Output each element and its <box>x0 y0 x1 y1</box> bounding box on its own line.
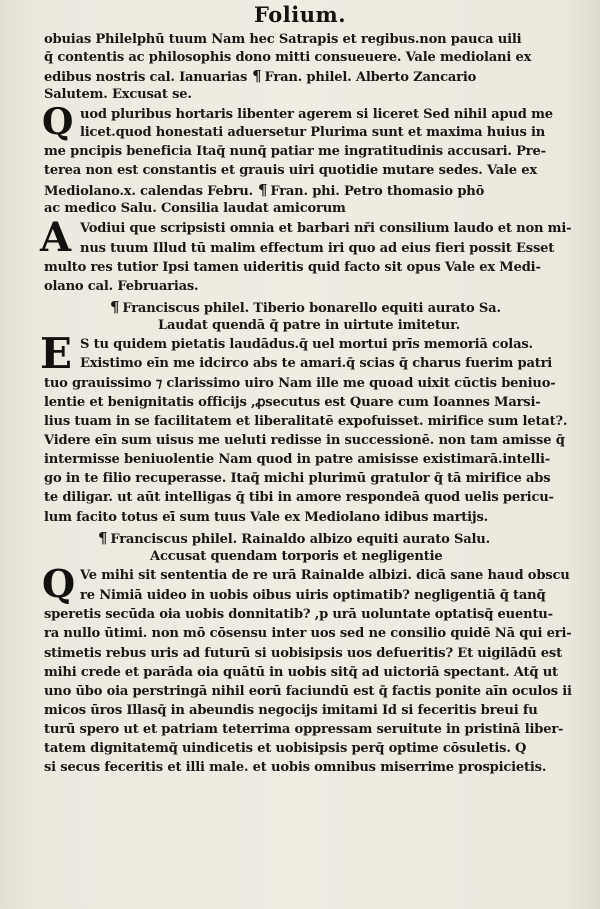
text-line <box>44 683 571 701</box>
text-line <box>44 470 572 488</box>
line-text: ac medico Salu. Consilia laudat amicorum <box>44 201 346 216</box>
line-text: re Nimiā uideo in uobis oibus uiris optimatib? negligentiā q̄ tanq̄ <box>80 588 546 603</box>
line-text: Salutem. Excusat se. <box>44 87 192 102</box>
pilcrow-icon: ¶ <box>252 181 268 199</box>
text-line <box>44 394 572 412</box>
line-text: tatem dignitatemq̄ uindicetis et uobisipsis perq̄ optime cōsuletis. Q <box>44 741 527 756</box>
line-text: licet.quod honestati aduersetur Plurima sunt et maxima huius in <box>80 125 546 140</box>
line-text: Videre eīn sum uisus me ueluti redisse in successionē. non tam amisse q̄ <box>44 433 565 448</box>
line-text: q̄ contentis ac philosophis dono mitti consueuere. Vale mediolani ex <box>44 50 532 65</box>
line-text: lentie et benignitatis officijs ,ꝓsecutus est Quare cum Ioannes Marsi- <box>44 395 541 410</box>
line-text: lius tuam in se facilitatem et liberalitatē expofuisset. mirifice sum letat?. <box>44 414 568 429</box>
drop-cap: Q <box>42 101 74 143</box>
text-line <box>110 298 530 318</box>
line-text: edibus nostris cal. Ianuarias <box>44 70 248 85</box>
text-line <box>44 49 572 67</box>
line-text: Ve mihi sit sententia de re urā Rainalde albizi. dicā sane haud obscu <box>80 568 570 583</box>
text-line <box>44 702 572 720</box>
line-text: Mediolano.x. calendas Febru. <box>44 184 253 199</box>
text-line <box>44 413 572 431</box>
line-text: uod pluribus hortaris libenter agerem si liceret Sed nihil apud me <box>80 107 553 122</box>
line-text: Accusat quendam torporis et negligentie <box>150 549 443 564</box>
line-text: mihi crede et parāda oia quātū in uobis sitq̄ ad uictoriā spectant. Atq̄ ut <box>44 665 558 680</box>
text-line <box>44 67 572 87</box>
line-tail: Fran. philel. Alberto Zancario <box>264 70 477 85</box>
text-line <box>44 625 572 643</box>
text-line <box>44 200 474 218</box>
drop-cap: Q <box>42 561 76 606</box>
text-line <box>80 567 572 585</box>
line-text: Vodiui que scripsisti omnia et barbari nr̄i consilium laudo et non mi- <box>80 221 572 236</box>
text-line <box>44 181 572 201</box>
text-line <box>44 162 572 180</box>
text-line <box>44 489 572 507</box>
line-text: stimetis rebus uris ad futurū si uobisipsis uos defueritis? Et uigilādū est <box>44 646 562 661</box>
line-tail: Franciscus philel. Rainaldo albizo equiti aurato Salu. <box>110 532 490 547</box>
text-line <box>158 317 478 335</box>
text-line <box>44 143 572 161</box>
line-text: olano cal. Februarias. <box>44 279 199 294</box>
line-tail: Fran. phi. Petro thomasio phō <box>270 184 485 199</box>
text-line <box>44 31 572 49</box>
line-text: si secus feceritis et illi male. et uobis omnibus miserrime prospicietis. <box>44 760 547 775</box>
text-line <box>44 721 572 739</box>
line-text: turū spero ut et patriam teterrima oppressam seruitute in pristinā liber- <box>44 722 564 737</box>
line-text: intermisse beniuolentie Nam quod in patre amisisse existimarā.intelli- <box>44 452 551 467</box>
text-line <box>80 587 572 605</box>
text-line <box>44 278 204 296</box>
line-text: obuias Philelphū tuum Nam hec Satrapis et regibus.non pauca uili <box>44 32 522 47</box>
pilcrow-icon: ¶ <box>110 298 120 316</box>
text-line <box>80 124 572 142</box>
blank-margin <box>0 820 600 909</box>
running-header: Folium. <box>253 2 347 27</box>
line-text: lum facito totus eī̄ sum tuus Vale ex Mediolano idibus martijs. <box>44 510 488 525</box>
line-text: me pncipis beneficia Itaq̄ nunq̄ patiar me ingratitudinis accusari. Pre- <box>44 144 546 159</box>
line-text: uno ūbo oia perstringā nihil eorū faciundū est q̄ factis ponite aīn oculos ii <box>44 684 572 699</box>
text-line <box>80 220 572 238</box>
line-text: Laudat quendā q̄ patre in uirtute imitetur. <box>158 318 460 333</box>
text-line <box>44 375 572 393</box>
line-tail: Franciscus philel. Tiberio bonarello equiti aurato Sa. <box>122 301 501 316</box>
text-line <box>44 664 572 682</box>
pilcrow-icon: ¶ <box>247 67 262 85</box>
text-line <box>44 509 524 527</box>
line-text: multo res tutior Ipsi tamen uideritis quid facto sit opus Vale ex Medi- <box>44 260 541 275</box>
text-line <box>80 355 572 373</box>
drop-cap: E <box>40 329 73 378</box>
text-line <box>44 451 572 469</box>
text-line <box>44 740 556 758</box>
text-line <box>44 645 572 663</box>
line-text: micos ūros Illasq̄ in abeundis negocijs imitami Id si feceritis breui fu <box>44 703 538 718</box>
line-text: Existimo eīn me idcirco abs te amari.q̄ scias q̄ charus fuerim patri <box>80 356 553 371</box>
line-text: ra nullo ūtimi. non mō cōsensu inter uos sed ne consilio quidē Nā qui eri- <box>44 626 572 641</box>
line-text: tuo grauissimo ⁊ clarissimo uiro Nam ille me quoad uixit cūctis beniuo- <box>44 376 556 391</box>
text-line <box>44 606 572 624</box>
line-text: S tu quidem pietatis laudādus.q̄ uel mortui prīs memoriā colas. <box>80 337 533 352</box>
text-line <box>80 336 572 354</box>
text-line <box>44 432 572 450</box>
text-line <box>80 240 572 258</box>
line-text: te diligar. ut aūt intelligas q̄ tibi in amore respondeā quod uelis pericu- <box>44 490 554 505</box>
line-text: terea non est constantis et grauis uiri quotidie mutare sedes. Vale ex <box>44 163 537 178</box>
text-line <box>80 106 572 124</box>
line-text: nus tuum Illud tū malim effectum iri quo ad eius fieri possit Esset <box>80 241 555 256</box>
drop-cap: A <box>40 214 72 261</box>
pilcrow-icon: ¶ <box>98 529 108 547</box>
text-line <box>150 548 450 566</box>
text-line <box>98 529 538 549</box>
text-line <box>44 259 572 277</box>
line-text: go in te filio recuperasse. Itaq̄ michi plurimū gratulor q̄ tā mirifice abs <box>44 471 551 486</box>
text-line <box>44 86 264 104</box>
line-text: speretis secūda oia uobis donnitatib? ,p urā uoluntate optatisq̄ euentu- <box>44 607 553 622</box>
text-line <box>44 759 554 777</box>
